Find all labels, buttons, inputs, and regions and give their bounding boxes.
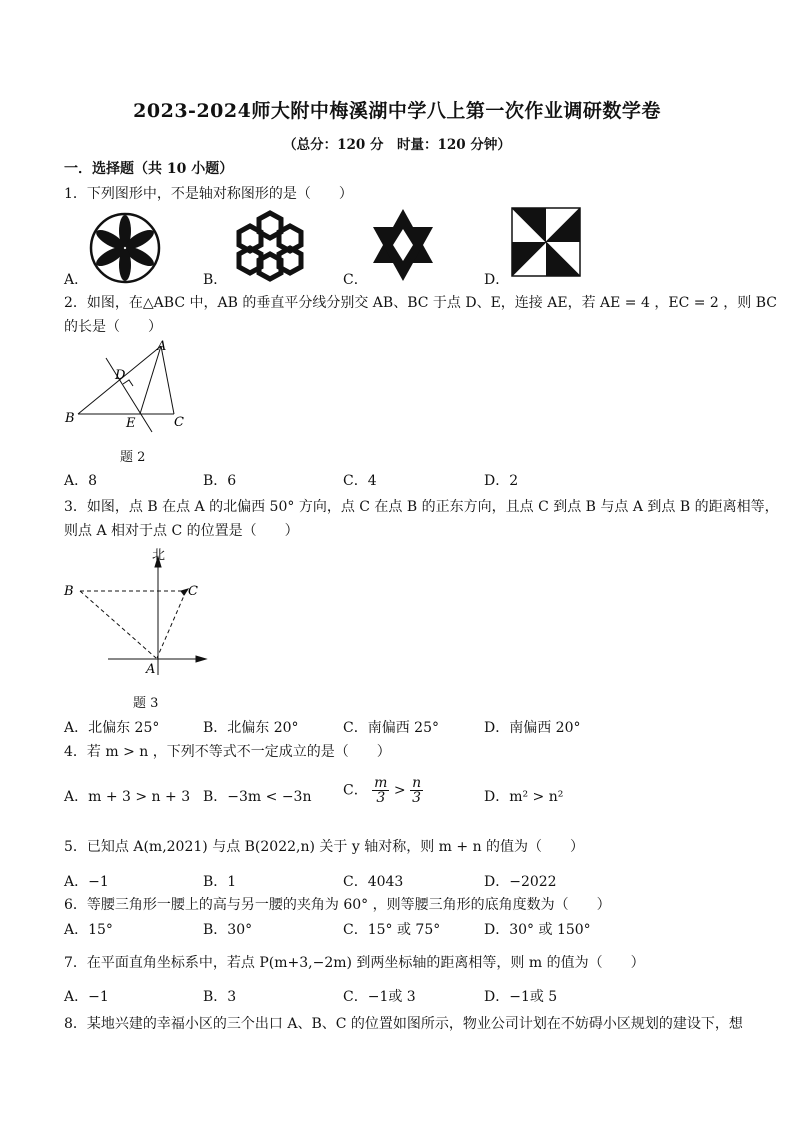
q4-option-c-fraction-n: $\frac{n}{3}$ xyxy=(412,775,422,806)
q6-option-d[interactable]: D．30° 或 150° xyxy=(484,922,591,938)
q1-figure-b-hexagon-ring-icon xyxy=(229,209,311,283)
q2-triangle-figure xyxy=(60,338,200,436)
question-4-stem: 4．若 m > n ，下列不等式不一定成立的是（ ） xyxy=(64,744,391,760)
q2-option-a[interactable]: A．8 xyxy=(64,473,98,489)
q7-option-d[interactable]: D．−1或 5 xyxy=(484,989,558,1005)
q2-label-d: D xyxy=(115,368,126,383)
question-2-stem-line2: 的长是（ ） xyxy=(64,319,162,335)
q2-label-c: C xyxy=(174,415,184,430)
question-3-stem-line2: 则点 A 相对于点 C 的位置是（ ） xyxy=(64,523,299,539)
q4-option-b[interactable]: B．−3m < −3n xyxy=(203,789,312,805)
q7-option-a[interactable]: A．−1 xyxy=(64,989,109,1005)
question-2-stem-line1: 2．如图，在△ABC 中，AB 的垂直平分线分别交 AB、BC 于点 D、E，连接 AE，若 AE = 4 ，EC = 2 ，则 BC xyxy=(64,295,777,311)
q3-option-a[interactable]: A．北偏东 25° xyxy=(64,720,160,736)
q5-option-b[interactable]: B．1 xyxy=(203,874,237,890)
q2-option-c[interactable]: C．4 xyxy=(343,473,377,489)
q6-option-b[interactable]: B．30° xyxy=(203,922,253,938)
q6-option-a[interactable]: A．15° xyxy=(64,922,113,938)
q1-figure-c-star-of-david-icon xyxy=(369,207,437,283)
q2-label-e: E xyxy=(126,416,136,431)
q6-option-c[interactable]: C．15° 或 75° xyxy=(343,922,441,938)
page-title: 2023-2024师大附中梅溪湖中学八上第一次作业调研数学卷 xyxy=(133,100,661,122)
q3-label-c: C xyxy=(188,584,198,599)
q2-option-d[interactable]: D．2 xyxy=(484,473,519,489)
q4-option-d[interactable]: D．m² > n² xyxy=(484,789,564,805)
q2-caption: 题 2 xyxy=(120,450,146,465)
question-3-stem-line1: 3．如图，点 B 在点 A 的北偏西 50° 方向，点 C 在点 B 的正东方向，且点 C 到点 B 与点 A 到点 B 的距离相等， xyxy=(64,499,779,515)
q2-option-b[interactable]: B．6 xyxy=(203,473,237,489)
q3-label-a: A xyxy=(146,662,156,677)
q1-figure-a-flower-icon xyxy=(89,212,161,284)
q1-option-b[interactable]: B． xyxy=(203,272,228,288)
q2-label-a: A xyxy=(157,339,167,354)
q1-option-d[interactable]: D． xyxy=(484,272,510,288)
question-1-stem: 1．下列图形中，不是轴对称图形的是（ ） xyxy=(64,186,353,202)
q3-option-b[interactable]: B．北偏东 20° xyxy=(203,720,299,736)
q2-label-b: B xyxy=(65,411,75,426)
q1-figure-d-pinwheel-icon xyxy=(511,207,581,277)
q5-option-d[interactable]: D．−2022 xyxy=(484,874,557,890)
q3-label-north: 北 xyxy=(152,548,166,563)
q3-option-d[interactable]: D．南偏西 20° xyxy=(484,720,581,736)
q4-option-c-fraction-m: $\frac{m}{3}$ xyxy=(374,775,388,806)
q3-caption: 题 3 xyxy=(133,696,159,711)
q3-direction-figure xyxy=(60,545,212,680)
q5-option-a[interactable]: A．−1 xyxy=(64,874,109,890)
q7-option-b[interactable]: B．3 xyxy=(203,989,237,1005)
q3-label-b: B xyxy=(64,584,74,599)
q5-option-c[interactable]: C．4043 xyxy=(343,874,404,890)
page-subtitle: （总分：120 分 时量：120 分钟） xyxy=(283,137,511,153)
question-5-stem: 5．已知点 A(m,2021) 与点 B(2022,n) 关于 y 轴对称，则 m + n 的值为（ ） xyxy=(64,839,585,855)
question-6-stem: 6．等腰三角形一腰上的高与另一腰的夹角为 60° ，则等腰三角形的底角度数为（ ） xyxy=(64,897,611,913)
q1-option-c[interactable]: C． xyxy=(343,272,368,288)
question-7-stem: 7．在平面直角坐标系中，若点 P(m+3,−2m) 到两坐标轴的距离相等，则 m 的值为（ ） xyxy=(64,955,645,971)
question-8-stem: 8．某地兴建的幸福小区的三个出口 A、B、C 的位置如图所示，物业公司计划在不妨碍小区规划的建设下，想 xyxy=(64,1016,743,1032)
q4-option-a[interactable]: A．m + 3 > n + 3 xyxy=(64,789,191,805)
q3-option-c[interactable]: C．南偏西 25° xyxy=(343,720,439,736)
q7-option-c[interactable]: C．−1或 3 xyxy=(343,989,416,1005)
q4-option-c-operator: > xyxy=(393,782,406,799)
q4-option-c-label: C． xyxy=(343,782,368,799)
q4-option-c[interactable] xyxy=(343,776,423,805)
section-heading: 一．选择题（共 10 小题） xyxy=(64,161,234,177)
q1-option-a[interactable]: A． xyxy=(64,272,89,288)
